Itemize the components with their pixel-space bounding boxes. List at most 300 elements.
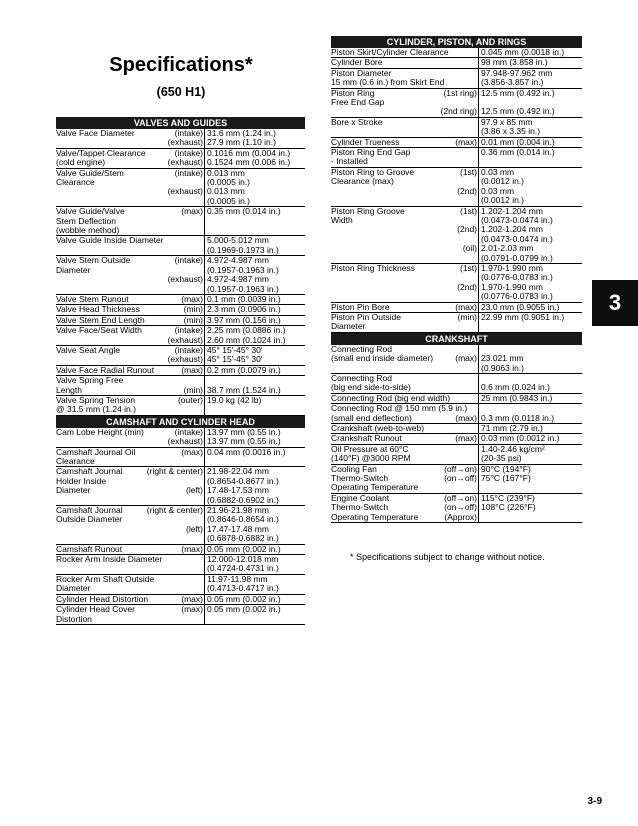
spec-label: Valve Guide/Valve — [56, 206, 125, 217]
spec-value-line: 2.60 mm (0.1024 in.) — [207, 334, 286, 345]
spec-value — [204, 149, 305, 168]
spec-value-line: (0.1957-0.1963 in.) — [207, 264, 279, 275]
spec-row — [56, 467, 305, 506]
spec-value — [478, 394, 582, 403]
spec-label: Valve Face Radial Runout — [56, 364, 155, 375]
spec-description — [331, 69, 478, 88]
spec-value-line: 0.05 mm (0.002 in.) — [207, 604, 281, 615]
spec-value-line: (0.9063 in.) — [481, 362, 524, 373]
spec-label: - Installed — [331, 156, 368, 167]
spec-qualifier: (max) — [455, 353, 477, 364]
spec-label: Piston Pin Outside — [331, 311, 401, 322]
spec-label: Bore x Stroke — [331, 116, 383, 127]
spec-label: Rocker Arm Shaft Outside — [56, 573, 155, 584]
spec-qualifier: (max) — [181, 543, 203, 554]
spec-value-line: 98 mm (3.858 in.) — [481, 57, 548, 68]
spec-description — [331, 118, 478, 137]
spec-description — [331, 138, 478, 147]
spec-qualifier: (max) — [181, 293, 203, 304]
spec-value-line: 0.03 mm — [481, 185, 515, 196]
spec-label: Piston Ring to Groove — [331, 166, 415, 177]
spec-description — [331, 313, 478, 332]
spec-value-line: 0.1524 mm (0.006 in.) — [207, 157, 291, 168]
spec-qualifier: (min) — [183, 304, 203, 315]
spec-qualifier: (1st ring) — [443, 87, 477, 98]
spec-label: Thermo-Switch — [331, 473, 389, 484]
spec-value-line: 31.6 mm (1.24 in.) — [207, 128, 276, 138]
spec-qualifier: (Approx) — [444, 511, 477, 522]
spec-qualifier: (intake) — [174, 255, 203, 266]
spec-description — [331, 303, 478, 312]
spec-label: Diameter — [56, 485, 91, 496]
spec-label: Cylinder Trueness — [331, 136, 400, 147]
spec-description — [56, 366, 204, 375]
spec-row — [56, 605, 305, 625]
spec-row — [56, 346, 305, 366]
spec-qualifier: (min) — [183, 314, 203, 325]
spec-value-line: 115°C (239°F) — [481, 492, 535, 503]
spec-value — [204, 545, 305, 554]
spec-label: Diameter — [56, 583, 91, 594]
spec-value — [478, 69, 582, 88]
spec-value — [204, 256, 305, 294]
spec-value-line: 21.96-21.98 mm — [207, 505, 269, 516]
spec-label: Piston Ring — [331, 87, 375, 98]
spec-qualifier: (intake) — [174, 426, 203, 437]
spec-value-line: 23.021 mm — [481, 353, 524, 364]
spec-label: Valve Face Diameter — [56, 128, 135, 138]
spec-description — [56, 236, 204, 255]
spec-description — [331, 465, 478, 493]
spec-qualifier: (max) — [455, 136, 477, 147]
spec-label: @ 31.5 mm (1.24 in.) — [56, 404, 136, 415]
spec-qualifier: (max) — [455, 433, 477, 444]
spec-value — [478, 404, 582, 423]
spec-qualifier: (2nd) — [457, 281, 477, 292]
spec-row — [56, 555, 305, 575]
spec-value — [204, 506, 305, 544]
spec-qualifier: (max) — [181, 593, 203, 604]
spec-value-line: 4.972-4.987 mm — [207, 274, 269, 285]
spec-row — [331, 494, 582, 523]
spec-label: (140°F) @3000 RPM — [331, 453, 411, 464]
section-heading: CYLINDER, PISTON, AND RINGS — [331, 36, 582, 48]
spec-description — [56, 305, 204, 314]
spec-qualifier: (exhaust) — [167, 274, 203, 285]
spec-row — [331, 445, 582, 465]
spec-label: Engine Coolant — [331, 492, 390, 503]
spec-label: Piston Ring End Gap — [331, 147, 411, 158]
spec-value — [204, 236, 305, 255]
spec-qualifier: (exhaust) — [167, 157, 203, 168]
spec-value — [478, 168, 582, 206]
spec-qualifier: (max) — [455, 301, 477, 312]
spec-label: Crankshaft (web-to-web) — [331, 423, 425, 434]
spec-label: Valve Face/Seat Width — [56, 325, 142, 336]
spec-value-line: 0.36 mm (0.014 in.) — [481, 147, 555, 158]
spec-row — [331, 89, 582, 118]
spec-qualifier: (2nd) — [457, 185, 477, 196]
spec-value — [204, 326, 305, 345]
spec-label: (small end inside diameter) — [331, 353, 434, 364]
spec-row — [331, 404, 582, 424]
spec-value — [204, 467, 305, 505]
spec-value — [478, 465, 582, 493]
spec-label: Valve Stem End Length — [56, 314, 145, 325]
spec-label: (cold engine) — [56, 157, 106, 168]
page-subtitle: (650 H1) — [156, 85, 206, 99]
spec-value-line: 25 mm (0.9843 in.) — [481, 392, 553, 403]
spec-description — [56, 467, 204, 505]
spec-value-line: 5.000-5.012 mm — [207, 235, 269, 246]
spec-qualifier: (intake) — [174, 344, 203, 355]
spec-value-line: (0.4724-0.4731 in.) — [207, 563, 279, 574]
spec-row — [56, 448, 305, 468]
spec-value-line: (0.6878-0.6882 in.) — [207, 533, 279, 544]
spec-value-line: 1.202-1.204 mm — [481, 224, 543, 235]
spec-qualifier: (intake) — [174, 147, 203, 158]
spec-description — [56, 545, 204, 554]
spec-value-line: 45° 15'-45° 30' — [207, 344, 263, 355]
spec-value-line: 0.2 mm (0.0079 in.) — [207, 364, 281, 375]
spec-description — [331, 345, 478, 373]
spec-label: Free End Gap — [331, 97, 385, 108]
spec-description — [56, 326, 204, 345]
spec-description — [331, 394, 478, 403]
page-title: Specifications* — [109, 54, 253, 76]
spec-label: Rocker Arm Inside Diameter — [56, 554, 163, 565]
spec-label: Connecting Rod — [331, 343, 392, 354]
spec-value-line: 4.972-4.987 mm — [207, 255, 269, 266]
spec-value-line: 0.045 mm (0.0018 in.) — [481, 47, 565, 57]
spec-value-line: 12.5 mm (0.492 in.) — [481, 106, 555, 117]
spec-description — [56, 316, 204, 325]
spec-description — [331, 404, 478, 423]
spec-label: Holder Inside — [56, 475, 107, 486]
section-heading: VALVES AND GUIDES — [56, 117, 305, 129]
spec-value — [478, 89, 582, 117]
spec-label: Clearance — [56, 177, 95, 188]
spec-label: Oil Pressure at 60°C — [331, 443, 409, 454]
spec-value — [204, 595, 305, 604]
spec-qualifier: (min) — [183, 384, 203, 395]
spec-value-line: 0.04 mm (0.0016 in.) — [207, 446, 286, 457]
spec-label: Distortion — [56, 613, 92, 624]
spec-value — [478, 148, 582, 167]
spec-row — [331, 118, 582, 138]
spec-qualifier: (left) — [186, 523, 203, 534]
spec-label: Diameter — [331, 321, 366, 332]
spec-value-line: (0.0776-0.0783 in.) — [481, 272, 553, 283]
spec-value-line: (0.0473-0.0474 in.) — [481, 214, 553, 225]
spec-value-line: 1.970-1.990 mm — [481, 262, 543, 273]
spec-description — [331, 58, 478, 67]
spec-row — [56, 256, 305, 295]
spec-row — [331, 374, 582, 394]
spec-value-line: 1.970-1.990 mm — [481, 281, 543, 292]
spec-label: Diameter — [56, 264, 91, 275]
spec-label: Valve Guide Inside Diameter — [56, 235, 164, 246]
spec-value-line: 0.013 mm — [207, 186, 245, 197]
spec-label: Clearance (max) — [331, 176, 394, 187]
spec-value-line: 1.40-2.46 kg/cm² — [481, 443, 545, 454]
spec-value-line: 0.03 mm — [481, 166, 515, 177]
spec-value — [478, 264, 582, 302]
spec-label: Crankshaft Runout — [331, 433, 402, 444]
spec-description — [56, 595, 204, 604]
spec-value-line: (0.6882-0.6902 in.) — [207, 494, 279, 505]
spec-label: Operating Temperature — [331, 482, 419, 493]
spec-value — [478, 374, 582, 393]
spec-label: (wobble method) — [56, 225, 120, 236]
spec-label: Piston Ring Thickness — [331, 262, 415, 273]
spec-value-line: 0.013 mm — [207, 167, 245, 178]
spec-qualifier: (outer) — [177, 394, 203, 405]
spec-qualifier: (exhaust) — [167, 137, 203, 148]
spec-label: Camshaft Journal — [56, 466, 123, 477]
spec-value-line: (0.4713-0.4717 in.) — [207, 583, 279, 594]
spec-description — [331, 424, 478, 433]
spec-label: Connecting Rod — [331, 372, 392, 383]
spec-description — [331, 48, 478, 57]
spec-value-line: 3.97 mm (0.156 in.) — [207, 314, 281, 325]
spec-qualifier: (1st) — [460, 205, 477, 216]
spec-value-line: 75°C (167°F) — [481, 473, 531, 484]
spec-description — [56, 396, 204, 415]
spec-row — [56, 506, 305, 545]
spec-value-line: 27.9 mm (1.10 in.) — [207, 137, 276, 148]
spec-label: Cylinder Head Cover — [56, 604, 135, 615]
spec-value — [204, 316, 305, 325]
spec-qualifier: (right & center) — [146, 466, 203, 477]
left-spec-tables — [56, 117, 305, 625]
spec-label: Valve Stem Outside — [56, 255, 131, 266]
spec-value-line: 22.99 mm (0.9051 in.) — [481, 311, 565, 322]
spec-value-line: 97.9 x 85 mm — [481, 116, 533, 127]
spec-value-line: (3.856-3.857 in.) — [481, 77, 544, 88]
spec-value — [478, 118, 582, 137]
spec-description — [56, 376, 204, 395]
spec-label: Valve Head Thickness — [56, 304, 140, 315]
spec-label: Cam Lobe Height (min) — [56, 426, 144, 437]
spec-value — [478, 494, 582, 522]
spec-value-line: 2.25 mm (0.0886 in.) — [207, 325, 286, 336]
spec-label: Valve Guide/Stem — [56, 167, 124, 178]
spec-qualifier: (1st) — [460, 166, 477, 177]
spec-value-line: 0.6 mm (0.024 in.) — [481, 382, 550, 393]
spec-value-line: 45° 15'-45° 30' — [207, 354, 263, 365]
spec-label: Width — [331, 214, 353, 225]
spec-row — [331, 345, 582, 374]
spec-label: (small end deflection) — [331, 412, 412, 423]
spec-qualifier: (intake) — [174, 128, 203, 138]
spec-row — [56, 575, 305, 595]
spec-row — [56, 207, 305, 236]
spec-value — [478, 58, 582, 67]
spec-qualifier: (1st) — [460, 262, 477, 273]
spec-value — [478, 138, 582, 147]
spec-qualifier: (intake) — [174, 325, 203, 336]
spec-label: Thermo-Switch — [331, 502, 389, 513]
spec-value-line: 0.3 mm (0.0118 in.) — [481, 412, 555, 423]
spec-value-line: 13.97 mm (0.55 in.) — [207, 436, 281, 447]
spec-qualifier: (max) — [181, 206, 203, 217]
spec-row — [331, 69, 582, 89]
spec-qualifier: (max) — [455, 412, 477, 423]
spec-description — [56, 555, 204, 574]
spec-qualifier: (max) — [181, 604, 203, 615]
spec-value-line: (0.1957-0.1963 in.) — [207, 283, 279, 294]
spec-label: Piston Diameter — [331, 67, 392, 78]
spec-label: Piston Ring Groove — [331, 205, 405, 216]
spec-description — [56, 448, 204, 467]
spec-label: Cylinder Head Distortion — [56, 593, 149, 604]
spec-value-line: 17.47-17.48 mm — [207, 523, 269, 534]
spec-qualifier: (max) — [181, 446, 203, 457]
spec-value — [204, 555, 305, 574]
spec-description — [331, 494, 478, 522]
spec-qualifier: (2nd ring) — [440, 106, 477, 117]
spec-label: Piston Skirt/Cylinder Clearance — [331, 47, 449, 57]
spec-value-line: (0.0012 in.) — [481, 195, 524, 206]
spec-row — [331, 148, 582, 168]
spec-value-line: (0.8646-0.8654 in.) — [207, 514, 279, 525]
spec-label: Camshaft Journal Oil — [56, 446, 136, 457]
spec-value-line: 1.202-1.204 mm — [481, 205, 543, 216]
spec-row — [56, 396, 305, 416]
spec-value — [204, 207, 305, 235]
spec-label: (big end side-to-side) — [331, 382, 411, 393]
spec-value-line: (0.8654-0.8677 in.) — [207, 475, 279, 486]
spec-label: Valve Spring Free — [56, 375, 124, 386]
spec-label: Camshaft Journal — [56, 505, 123, 516]
spec-qualifier: (exhaust) — [167, 354, 203, 365]
spec-label: 15 mm (0.6 in.) from Skirt End — [331, 77, 445, 88]
spec-label: Operating Temperature — [331, 511, 419, 522]
spec-label: Valve Seat Angle — [56, 344, 121, 355]
spec-row — [56, 428, 305, 448]
spec-row — [331, 168, 582, 207]
spec-description — [331, 374, 478, 393]
spec-value-line: (0.0791-0.0799 in.) — [481, 252, 553, 263]
spec-value-line: 19.0 kg (42 lb) — [207, 394, 262, 405]
spec-qualifier: (right & center) — [146, 505, 203, 516]
spec-description — [56, 575, 204, 594]
spec-value — [478, 48, 582, 57]
spec-value-line: (0.0012 in.) — [481, 176, 524, 187]
spec-qualifier: (off→on) — [444, 492, 477, 503]
spec-row — [56, 149, 305, 169]
spec-value-line: 0.35 mm (0.014 in.) — [207, 206, 281, 217]
spec-description — [56, 129, 204, 148]
spec-value-line: 12.5 mm (0.492 in.) — [481, 87, 555, 98]
spec-row — [56, 326, 305, 346]
spec-value-line: (0.0005 in.) — [207, 177, 250, 188]
spec-value — [478, 303, 582, 312]
spec-qualifier: (intake) — [174, 167, 203, 178]
spec-label: Clearance — [56, 456, 95, 466]
section-heading: CAMSHAFT AND CYLINDER HEAD — [56, 416, 305, 428]
spec-value — [204, 376, 305, 395]
spec-label: Piston Pin Bore — [331, 301, 390, 312]
spec-row — [331, 313, 582, 333]
spec-label: Length — [56, 384, 82, 395]
spec-qualifier: (on→off) — [444, 502, 477, 513]
spec-value-line: 0.05 mm (0.002 in.) — [207, 593, 281, 604]
spec-qualifier: (oil) — [462, 243, 477, 254]
spec-value-line: (20-35 psi) — [481, 453, 522, 464]
spec-description — [331, 168, 478, 206]
spec-description — [56, 207, 204, 235]
spec-qualifier: (exhaust) — [167, 436, 203, 447]
spec-row — [56, 129, 305, 149]
spec-value — [204, 428, 305, 447]
spec-value — [478, 313, 582, 332]
spec-label: Valve Spring Tension — [56, 394, 136, 405]
spec-value — [478, 434, 582, 443]
spec-row — [331, 207, 582, 264]
section-heading: CRANKSHAFT — [331, 333, 582, 345]
spec-value — [478, 445, 582, 464]
spec-row — [331, 264, 582, 303]
spec-value-line: 11.97-11.98 mm — [207, 573, 268, 584]
spec-description — [56, 428, 204, 447]
footnote: * Specifications subject to change without notice. — [350, 552, 545, 562]
spec-qualifier: (max) — [181, 364, 203, 375]
spec-description — [331, 207, 478, 263]
spec-value-line: 23.0 mm (0.9055 in.) — [481, 301, 560, 312]
spec-value-line: 21.98-22.04 mm — [207, 466, 269, 477]
spec-value — [204, 396, 305, 415]
spec-value-line: (0.0005 in.) — [207, 195, 250, 206]
spec-value — [204, 129, 305, 148]
chapter-tab[interactable]: 3 — [592, 280, 638, 326]
spec-value-line: 2.01-2.03 mm — [481, 243, 534, 254]
spec-value-line: 13.97 mm (0.55 in.) — [207, 426, 281, 437]
spec-label: Cylinder Bore — [331, 57, 383, 68]
spec-value-line: 0.1 mm (0.0039 in.) — [207, 293, 281, 304]
spec-qualifier: (on→off) — [444, 473, 477, 484]
spec-description — [56, 295, 204, 304]
spec-label: Connecting Rod (big end width) — [331, 392, 451, 403]
spec-value-line: 97.948-97.962 mm — [481, 67, 553, 78]
spec-qualifier: (left) — [186, 485, 203, 496]
spec-label: Connecting Rod @ 150 mm (5.9 in.) — [331, 403, 468, 414]
spec-row — [56, 376, 305, 396]
spec-row — [331, 465, 582, 494]
spec-value-line: 0.01 mm (0.004 in.) — [481, 136, 555, 147]
spec-value-line: (0.1969-0.1973 in.) — [207, 244, 279, 255]
spec-row — [56, 169, 305, 208]
spec-value — [204, 448, 305, 467]
spec-value — [204, 346, 305, 365]
spec-description — [56, 605, 204, 624]
spec-value-line: (0.0776-0.0783 in.) — [481, 291, 553, 302]
spec-value-line: 71 mm (2.79 in.) — [481, 423, 543, 434]
spec-value — [478, 345, 582, 373]
spec-label: Valve Stem Runout — [56, 293, 129, 304]
spec-value — [204, 305, 305, 314]
spec-value-line: 90°C (194°F) — [481, 463, 531, 474]
spec-row — [56, 236, 305, 256]
spec-value-line: (3.86 x 3.35 in.) — [481, 126, 541, 137]
spec-description — [331, 264, 478, 302]
spec-qualifier: (off→on) — [444, 463, 477, 474]
spec-value-line: 38.7 mm (1.524 in.) — [207, 384, 281, 395]
spec-description — [331, 89, 478, 117]
spec-value — [204, 575, 305, 594]
spec-qualifier: (min) — [457, 311, 477, 322]
